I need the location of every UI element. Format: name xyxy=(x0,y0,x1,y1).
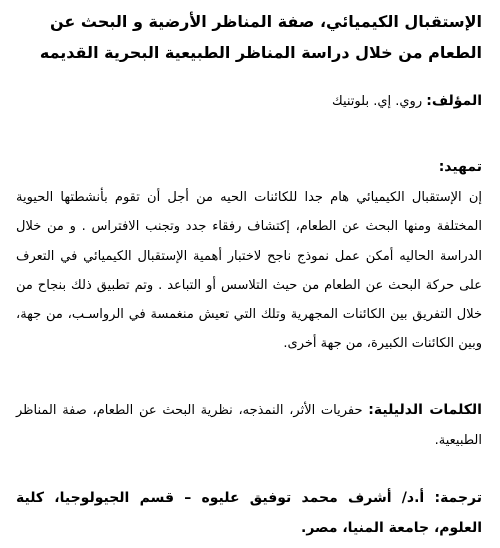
translator-paragraph xyxy=(16,483,482,543)
keywords-text: حفريات الأثر، النمذجه، نظرية البحث عن الطعام، صفة المناظر الطبيعية. xyxy=(16,403,482,448)
introduction-heading: تمهيد: xyxy=(438,159,482,175)
translator-text: أ.د/ أشرف محمد توفيق عليوه – قسم الجيولوجيا، كلية العلوم، جامعة المنيا، مصر. xyxy=(16,490,482,536)
author-line xyxy=(16,86,482,117)
author-name: روي. إي. بلوتنيك xyxy=(332,94,423,109)
keywords-paragraph xyxy=(16,395,482,456)
keywords-label: الكلمات الدليلية: xyxy=(368,402,482,418)
introduction-body: إن الإستقبال الكيميائي هام جدا للكائنات الحيه من أجل أن تقوم بأنشطتها الحيوية المختلفة ومنها البحث عن الطعام، إكتشاف رفقاء جدد وتجنب الافتراس . و من خلال الدراسة الحاليه أمكن عمل نموذج ناجح لاختبار أهمية الإستقبال الكيميائي في التعرف على حركة البحث عن الطعام من حيث التلاسس أو التباعد . وتم تطبيق ذلك بنجاح من خلال التفريق بين الكائنات المجهرية وتلك التي تعيش منغمسة في الرواسـب، من جهة، وبين الكائنات الكبيرة، من جهة أخرى. xyxy=(16,190,482,352)
document-title: الإستقبال الكيميائي، صفة المناظر الأرضية و البحث عن الطعام من خلال دراسة المناظر الطبيعية البحرية القديمه xyxy=(39,12,482,62)
author-label: المؤلف: xyxy=(426,93,482,109)
translator-label: ترجمة: xyxy=(434,490,482,506)
